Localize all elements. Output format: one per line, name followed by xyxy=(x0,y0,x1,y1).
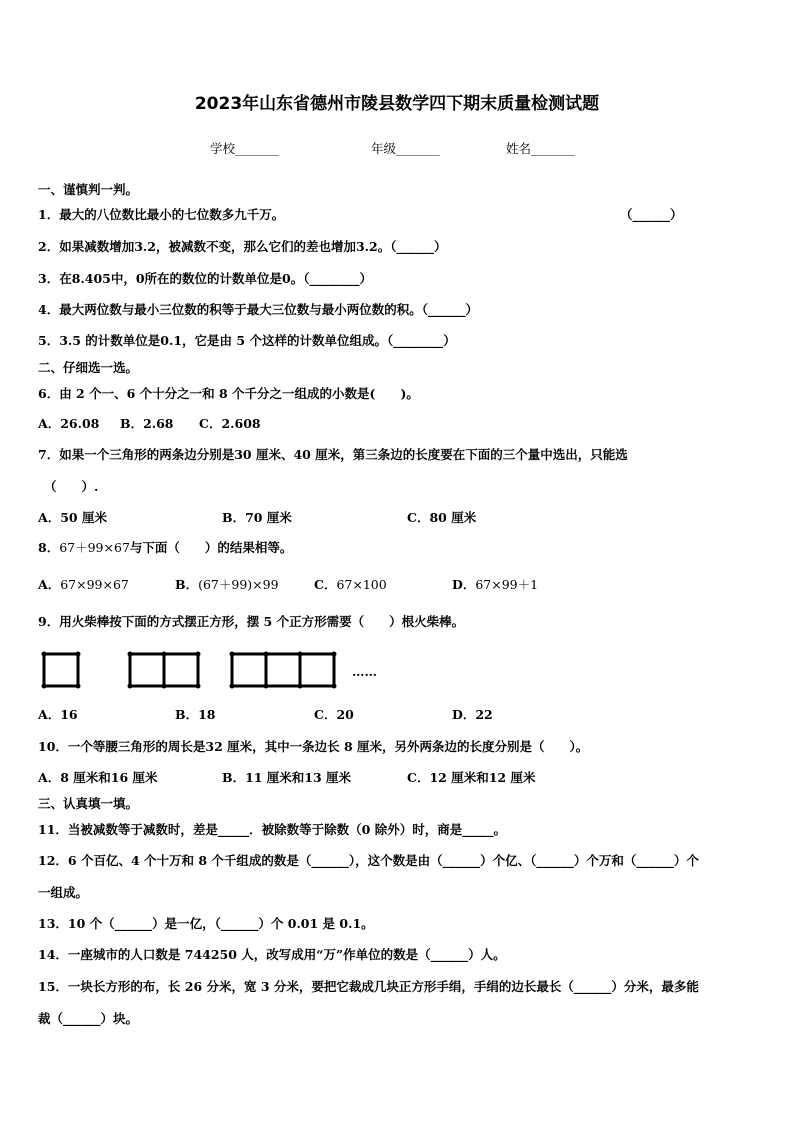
question-15-line-2: 裁（______）块。 xyxy=(38,1011,139,1026)
question-8-option-d[interactable] xyxy=(452,577,538,593)
option-expression: 67×99×67 xyxy=(60,577,129,592)
option-label: A． xyxy=(38,577,61,592)
question-9-option-c[interactable]: C．20 xyxy=(314,707,354,722)
question-9-ellipsis: …… xyxy=(352,664,377,679)
option-label: D． xyxy=(452,577,476,592)
matchstick-squares-figure xyxy=(36,646,386,694)
question-6-option-b[interactable]: B．2.68 xyxy=(120,416,174,431)
grade-field[interactable]: 年级_______ xyxy=(371,141,440,156)
question-14: 14．一座城市的人口数是 744250 人，改写成用“万”作单位的数是（______）人。 xyxy=(38,947,506,962)
question-12-line-1: 12．6 个百亿、4 个十万和 8 个千组成的数是（______），这个数是由（______）个亿、（______）个万和（______）个 xyxy=(38,853,699,868)
question-6-option-a[interactable]: A．26.08 xyxy=(38,416,100,431)
question-2: 2．如果减数增加3.2，被减数不变，那么它们的差也增加3.2。（______） xyxy=(38,239,447,254)
question-11: 11．当被减数等于减数时，差是_____．被除数等于除数（0 除外）时，商是_____。 xyxy=(38,822,506,837)
option-expression: 67×100 xyxy=(336,577,387,592)
question-10-option-a[interactable]: A．8 厘米和16 厘米 xyxy=(38,770,158,785)
question-3: 3．在8.405中，0所在的数位的计数单位是0。（________） xyxy=(38,271,372,286)
option-expression: (67＋99)×99 xyxy=(198,577,279,592)
question-8-option-b[interactable] xyxy=(175,577,279,593)
question-8-expression: 67＋99×67 xyxy=(59,540,130,555)
question-4: 4．最大两位数与最小三位数的积等于最大三位数与最小两位数的积。（______） xyxy=(38,302,478,317)
question-6: 6．由 2 个一、6 个十分之一和 8 个千分之一组成的小数是( )。 xyxy=(38,386,419,401)
question-7-option-b[interactable]: B．70 厘米 xyxy=(222,510,292,525)
question-1: 1．最大的八位数比最小的七位数多九千万。 xyxy=(38,207,285,222)
question-5: 5．3.5 的计数单位是0.1，它是由 5 个这样的计数单位组成。（________） xyxy=(38,333,456,348)
question-10: 10．一个等腰三角形的周长是32 厘米，其中一条边长 8 厘米，另外两条边的长度分别是（ ）。 xyxy=(38,739,589,754)
question-9-option-d[interactable]: D．22 xyxy=(452,707,493,722)
option-expression: 67×99＋1 xyxy=(475,577,539,592)
question-7: 7．如果一个三角形的两条边分别是30 厘米、40 厘米，第三条边的长度要在下面的三个量中选出，只能选 xyxy=(38,447,628,462)
name-field[interactable]: 姓名_______ xyxy=(506,141,575,156)
question-1-answer-blank[interactable]: （______） xyxy=(620,207,683,222)
option-label: C． xyxy=(314,577,337,592)
section-1-heading: 一、谨慎判一判。 xyxy=(38,182,139,197)
question-8-option-a[interactable] xyxy=(38,577,129,593)
question-7-paren: （ ）. xyxy=(44,479,99,494)
question-10-option-c[interactable]: C．12 厘米和12 厘米 xyxy=(407,770,536,785)
question-8-rest: 与下面（ ）的结果相等。 xyxy=(129,540,293,555)
question-13: 13．10 个（______）是一亿，（______）个 0.01 是 0.1。 xyxy=(38,916,374,931)
question-10-option-b[interactable]: B．11 厘米和13 厘米 xyxy=(222,770,352,785)
page-title: 2023年山东省德州市陵县数学四下期末质量检测试题 xyxy=(194,94,600,114)
question-8: 8．67＋99×67与下面（ ）的结果相等。 xyxy=(38,540,293,555)
question-15-line-1: 15．一块长方形的布，长 26 分米，宽 3 分米，要把它裁成几块正方形手绢，手绢的边长最长（______）分米，最多能 xyxy=(38,979,699,994)
question-8-option-c[interactable] xyxy=(314,577,387,593)
question-9-option-a[interactable]: A．16 xyxy=(38,707,78,722)
section-3-heading: 三、认真填一填。 xyxy=(38,796,139,811)
question-7-option-c[interactable]: C．80 厘米 xyxy=(407,510,477,525)
section-2-heading: 二、仔细选一选。 xyxy=(38,360,139,375)
question-7-option-a[interactable]: A．50 厘米 xyxy=(38,510,107,525)
question-6-option-c[interactable]: C．2.608 xyxy=(199,416,261,431)
question-9: 9．用火柴棒按下面的方式摆正方形，摆 5 个正方形需要（ ）根火柴棒。 xyxy=(38,614,465,629)
option-label: B． xyxy=(175,577,199,592)
question-12-line-2: 一组成。 xyxy=(38,885,89,900)
question-9-option-b[interactable]: B．18 xyxy=(175,707,216,722)
school-field[interactable]: 学校_______ xyxy=(210,141,279,156)
